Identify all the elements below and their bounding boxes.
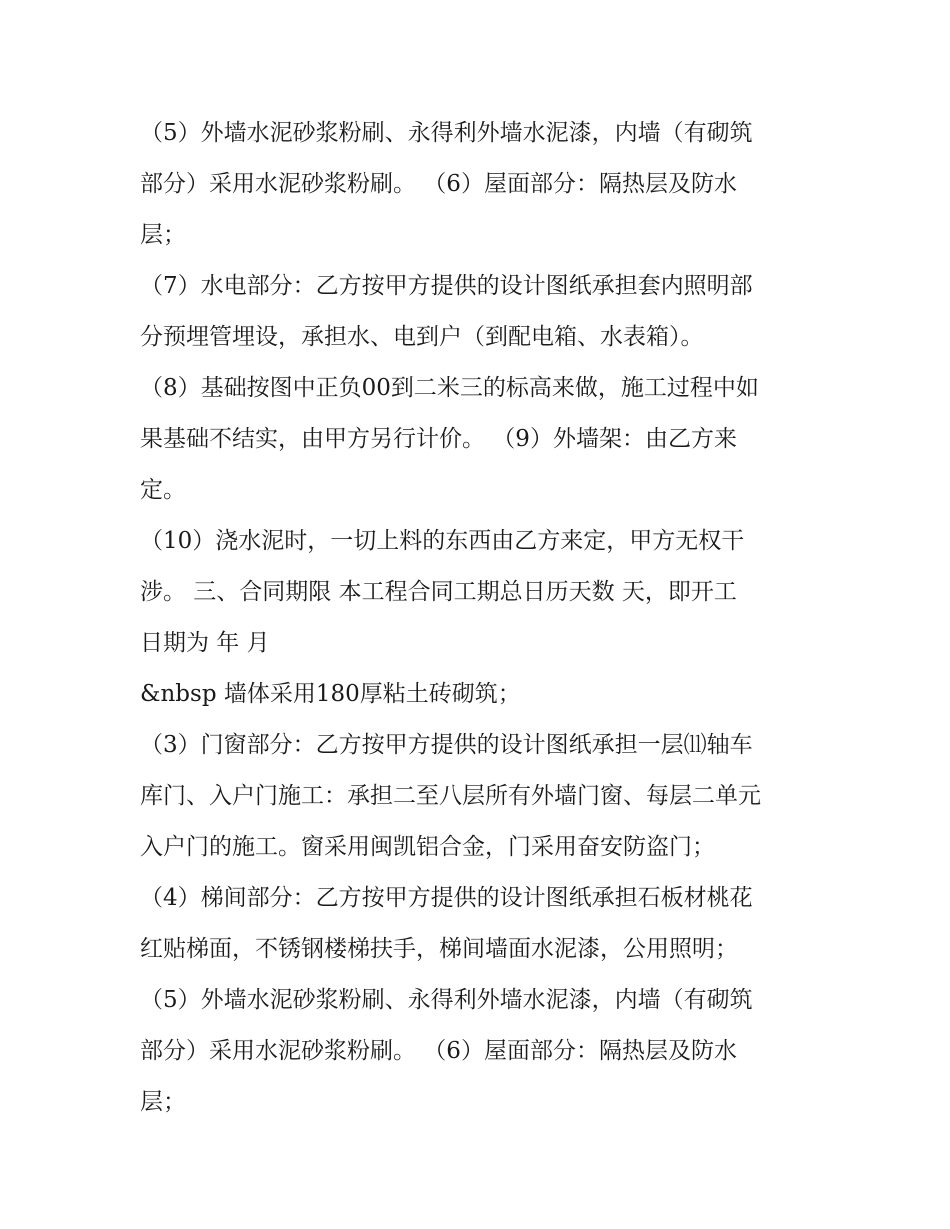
text-line: （8）基础按图中正负00到二米三的标高来做，施工过程中如 [140, 375, 759, 401]
text-line: 日期为 年 月 [140, 630, 270, 656]
text-line: （7）水电部分：乙方按甲方提供的设计图纸承担套内照明部 [140, 273, 753, 299]
text-line: 层； [140, 222, 186, 248]
text-line: 部分）采用水泥砂浆粉刷。 （6）屋面部分：隔热层及防水 [140, 171, 737, 197]
text-line: 部分）采用水泥砂浆粉刷。 （6）屋面部分：隔热层及防水 [140, 1038, 737, 1064]
text-line: （5）外墙水泥砂浆粉刷、永得利外墙水泥漆，内墙（有砌筑 [140, 987, 753, 1013]
text-line: 果基础不结实，由甲方另行计价。 （9）外墙架：由乙方来 [140, 426, 737, 452]
text-line: 定。 [140, 477, 186, 503]
text-line: &nbsp 墙体采用180厚粘土砖砌筑； [140, 681, 521, 707]
text-line: （4）梯间部分：乙方按甲方提供的设计图纸承担石板材桃花 [140, 885, 753, 911]
text-line: 红贴梯面，不锈钢楼梯扶手，梯间墙面水泥漆，公用照明； [140, 936, 738, 962]
text-line: 库门、入户门施工：承担二至八层所有外墙门窗、每层二单元 [140, 783, 761, 809]
text-line: 涉。 三、合同期限 本工程合同工期总日历天数 天，即开工 [140, 579, 737, 605]
text-line: （3）门窗部分：乙方按甲方提供的设计图纸承担一层⑾轴车 [140, 732, 753, 758]
text-line: 层； [140, 1089, 186, 1115]
text-line: （5）外墙水泥砂浆粉刷、永得利外墙水泥漆，内墙（有砌筑 [140, 120, 753, 146]
text-line: （10）浇水泥时，一切上料的东西由乙方来定，甲方无权干 [140, 528, 745, 554]
text-line: 入户门的施工。窗采用闽凯铝合金，门采用奋安防盗门； [140, 834, 715, 860]
text-line: 分预埋管埋设，承担水、电到户（到配电箱、水表箱）。 [140, 324, 704, 350]
document-body [140, 108, 820, 1128]
